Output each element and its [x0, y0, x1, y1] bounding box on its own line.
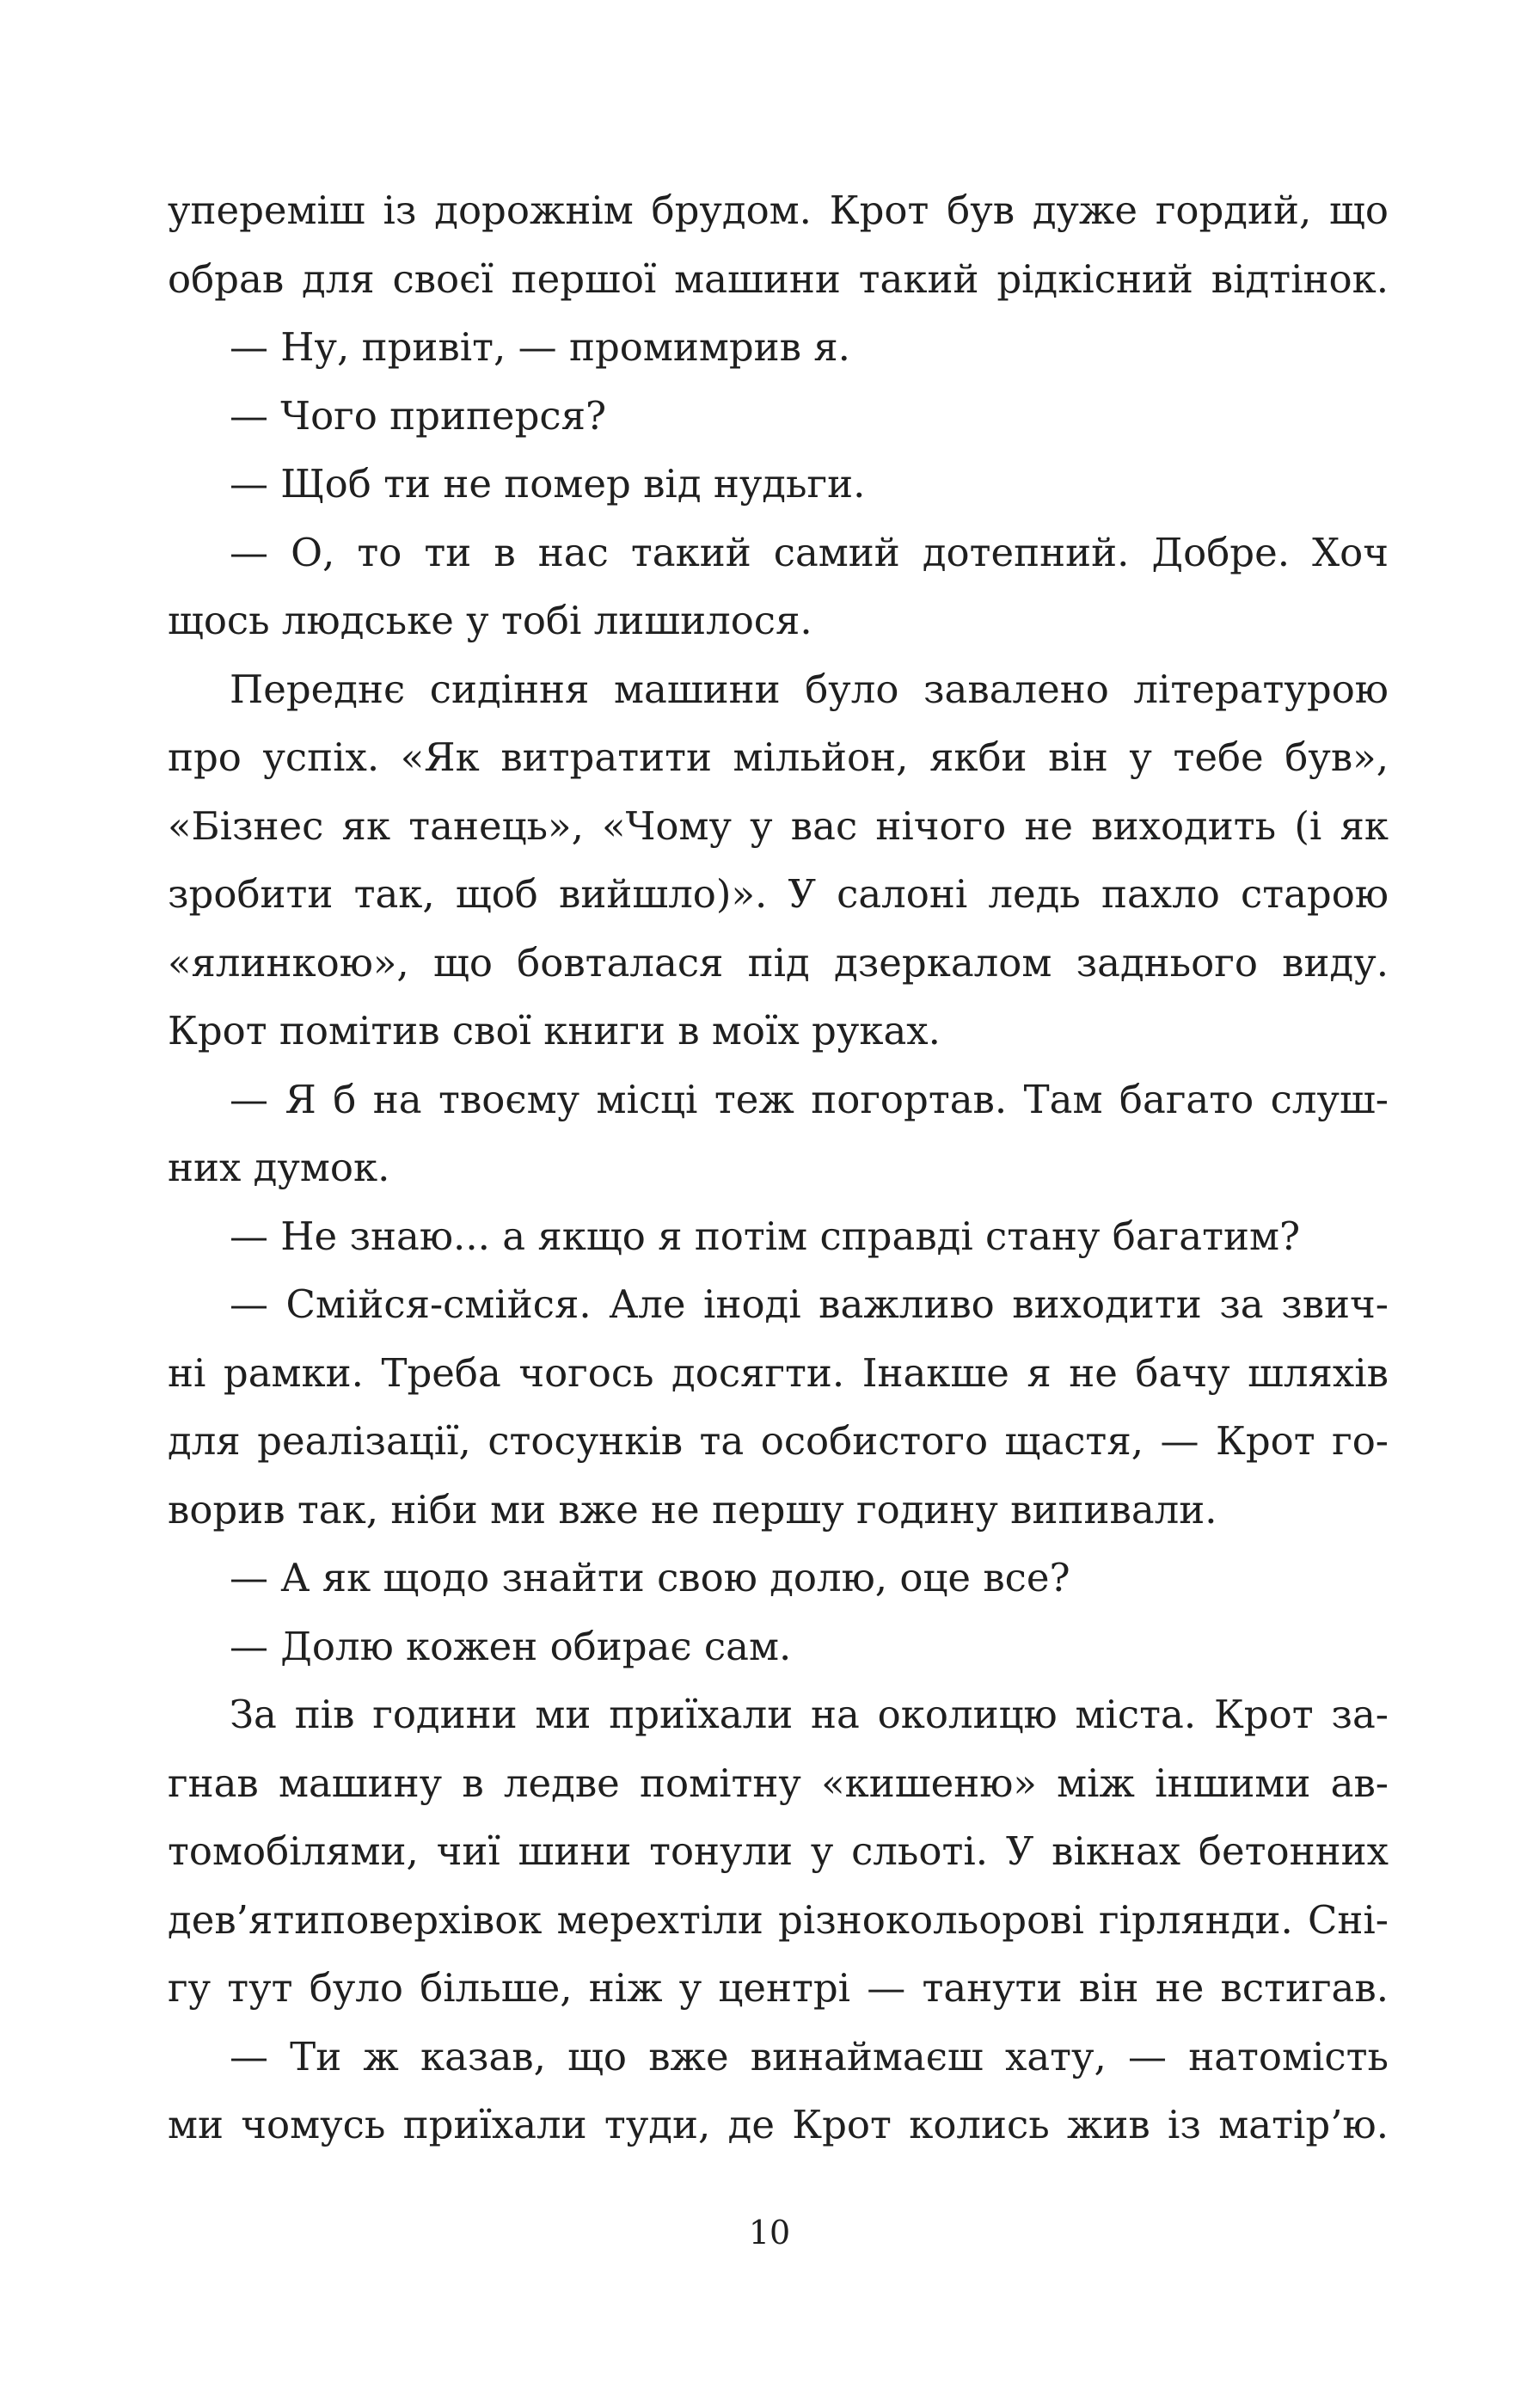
text-line-27: гу тут було більше, ніж у центрі — танути він не встигав. [168, 1965, 1389, 2011]
text-line-12: «ялинкою», що бовталася під дзеркалом заднього виду. [168, 939, 1389, 986]
body-text [168, 176, 1389, 2159]
text-line-6: — О, то ти в нас такий самий дотепний. Добре. Хоч [230, 529, 1389, 575]
text-line-17: — Смійся-смійся. Але іноді важливо виходити за звич- [230, 1281, 1389, 1327]
text-line-20: ворив так, ніби ми вже не першу годину випивали. [168, 1486, 1217, 1533]
text-line-4: — Чого приперся? [230, 392, 607, 439]
text-line-25: томобілями, чиї шини тонули у сльоті. У вікнах бетонних [168, 1828, 1389, 1874]
text-line-5: — Щоб ти не помер від нудьги. [230, 461, 866, 507]
page-number: 10 [748, 2214, 791, 2251]
text-line-2: обрав для своєї першої машини такий рідкісний відтінок. [168, 255, 1389, 302]
text-line-19: для реалізації, стосунків та особистого щастя, — Крот го- [168, 1418, 1389, 1464]
text-line-11: зробити так, щоб вийшло)». У салоні ледь пахло старою [168, 871, 1389, 917]
text-line-24: гнав машину в ледве помітну «кишеню» між іншими ав- [168, 1760, 1389, 1806]
text-line-14: — Я б на твоєму місці теж погортав. Там багато слуш- [230, 1076, 1389, 1122]
text-line-22: — Долю кожен обирає сам. [230, 1623, 792, 1669]
text-line-13: Крот помітив свої книги в моїх руках. [168, 1008, 941, 1054]
text-line-3: — Ну, привіт, — промимрив я. [230, 324, 850, 370]
text-line-26: дев’ятиповерхівок мерехтіли різнокольорові гірлянди. Сні- [168, 1896, 1389, 1943]
text-line-8: Переднє сидіння машини було завалено літературою [230, 666, 1389, 712]
text-line-29: ми чомусь приїхали туди, де Крот колись жив із матір’ю. [168, 2102, 1389, 2147]
text-line-15: них думок. [168, 1145, 390, 1190]
text-line-28: — Ти ж казав, що вже винаймаєш хату, — натомість [230, 2033, 1389, 2079]
text-line-21: — А як щодо знайти свою долю, оце все? [230, 1555, 1070, 1600]
text-line-9: про успіх. «Як витратити мільйон, якби він у тебе був», [168, 734, 1389, 780]
text-line-1: упереміш із дорожнім брудом. Крот був дуже гордий, що [168, 187, 1389, 233]
text-line-7: щось людське у тобі лишилося. [168, 598, 812, 643]
text-line-16: — Не знаю... а якщо я потім справді стану багатим? [230, 1213, 1301, 1259]
text-line-10: «Бізнес як танець», «Чому у вас нічого не виходить (і як [168, 802, 1389, 849]
text-line-23: За пів години ми приїхали на околицю міста. Крот за- [230, 1692, 1389, 1737]
text-line-18: ні рамки. Треба чогось досягти. Інакше я не бачу шляхів [168, 1349, 1389, 1396]
